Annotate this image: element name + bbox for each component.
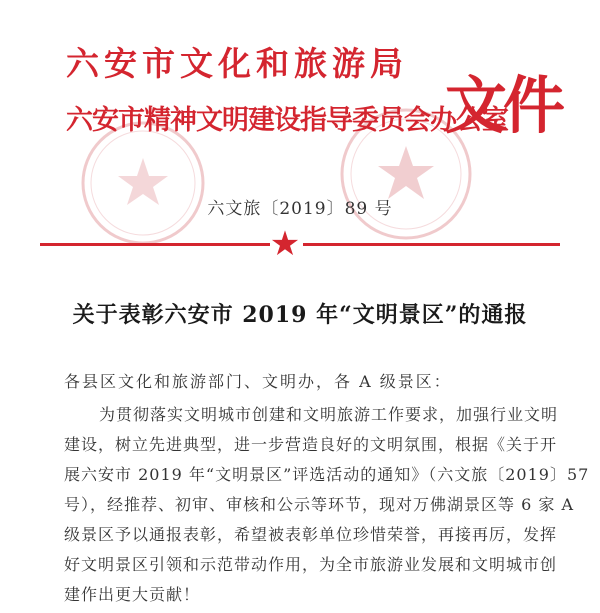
- paragraph-line: 建设，树立先进典型，进一步营造良好的文明氛围，根据《关于开: [64, 435, 558, 454]
- document-number: 六文旅〔2019〕89 号: [207, 199, 393, 219]
- red-divider-left: [40, 243, 270, 246]
- left-official-seal: [78, 118, 208, 248]
- issuer-civilization-office: 六安市精神文明建设指导委员会办公室: [66, 105, 508, 136]
- paragraph-line: 号），经推荐、初审、审核和公示等环节，现对万佛湖景区等 6 家 A: [64, 495, 574, 514]
- document-title: 关于表彰六安市 2019 年“文明景区”的通报: [72, 302, 528, 328]
- paragraph-line: 为贯彻落实文明城市创建和文明旅游工作要求，加强行业文明: [99, 405, 559, 424]
- paragraph-line: 好文明景区引领和示范带动作用，为全市旅游业发展和文明城市创: [64, 555, 558, 574]
- red-star-icon: ★: [269, 224, 301, 264]
- red-divider-right: [303, 243, 560, 246]
- issuer-culture-tourism-bureau: 六安市文化和旅游局: [66, 44, 408, 83]
- paragraph-line: 建作出更大贡献！: [64, 585, 201, 604]
- document-type-label: 文件: [445, 69, 562, 142]
- paragraph-line: 展六安市 2019 年“文明景区”评选活动的通知》（六文旅〔2019〕57: [64, 465, 590, 484]
- paragraph-line: 级景区予以通报表彰，希望被表彰单位珍惜荣誉，再接再厉，发挥: [64, 525, 558, 544]
- salutation: 各县区文化和旅游部门、文明办，各 A 级景区：: [64, 372, 452, 391]
